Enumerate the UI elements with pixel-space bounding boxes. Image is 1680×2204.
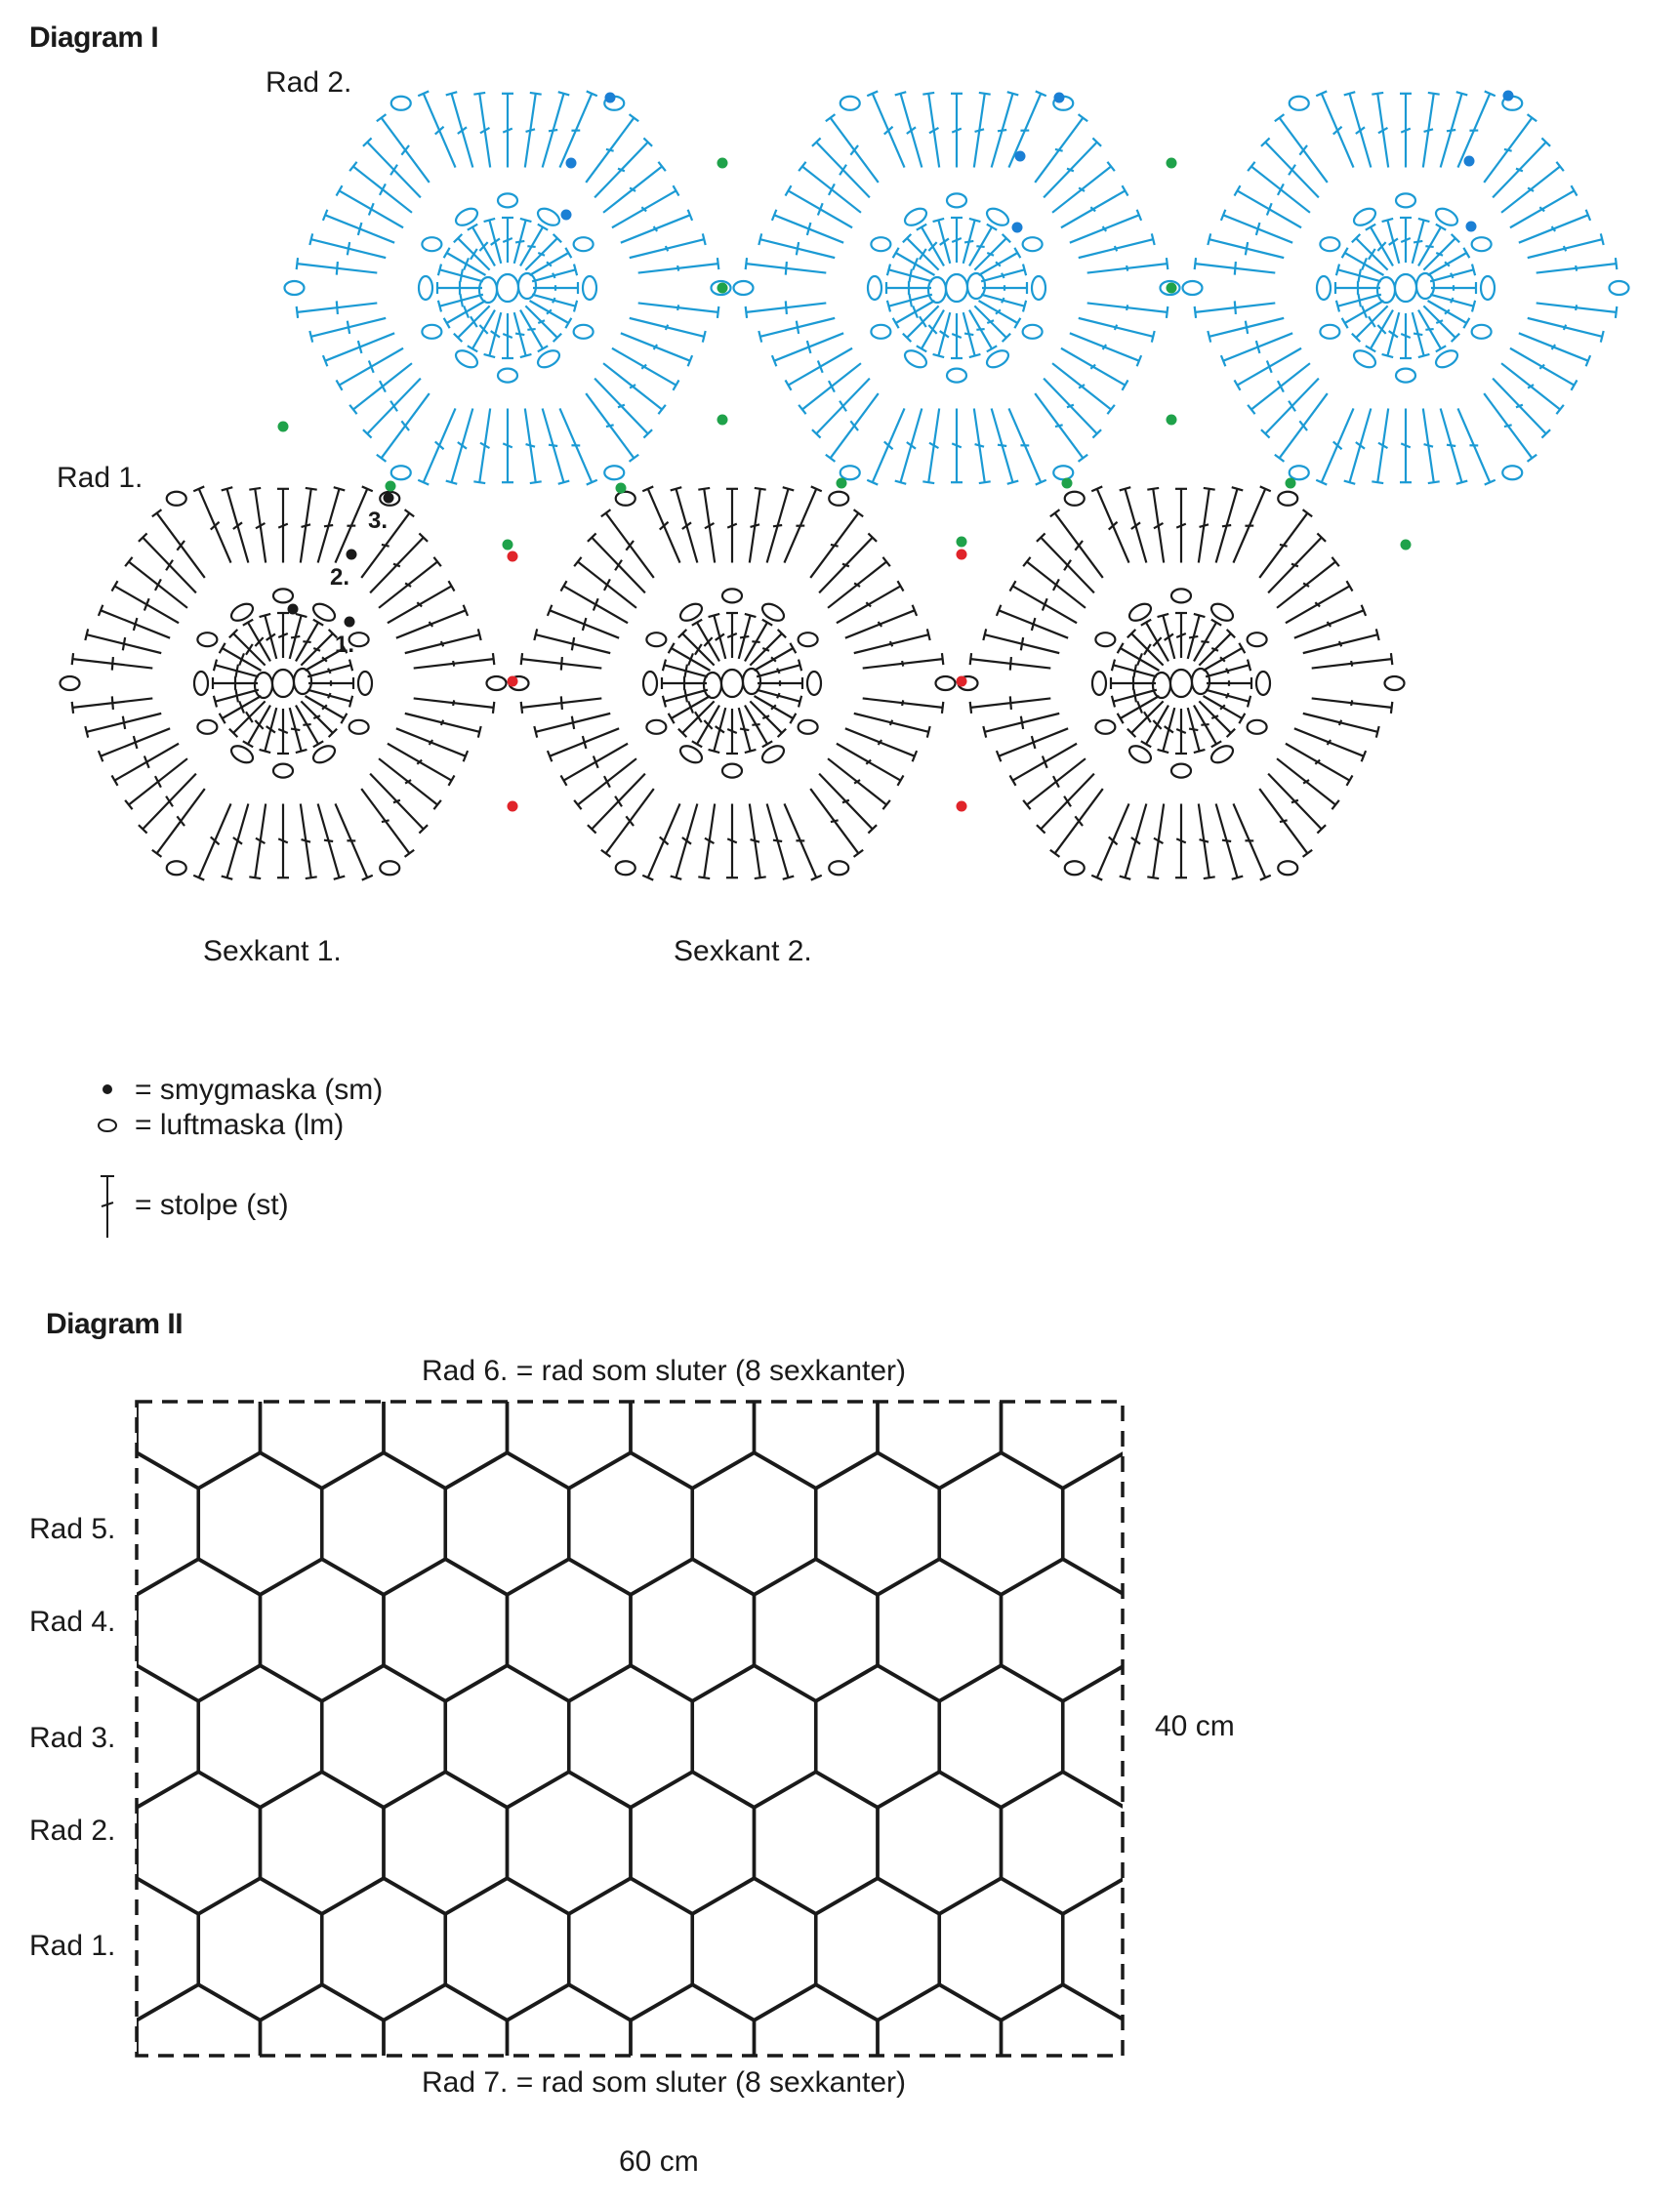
grid-hexagon <box>755 1559 879 1701</box>
chain-icon <box>391 466 411 479</box>
crochet-hexagon-r2-1 <box>285 91 731 484</box>
chain-icon <box>799 633 818 646</box>
chain-icon <box>574 325 594 339</box>
chain-icon <box>871 237 890 251</box>
round-number-3: 3. <box>368 508 389 534</box>
join-dot <box>1466 222 1477 232</box>
join-dot <box>1401 540 1412 551</box>
chain-icon <box>498 193 517 207</box>
grid-hexagon <box>1125 1559 1249 1701</box>
grid-hexagon <box>939 2091 1062 2204</box>
join-dot <box>616 483 627 494</box>
join-dot <box>957 801 967 812</box>
chain-icon <box>194 672 208 695</box>
chain-icon <box>487 676 507 690</box>
chain-icon <box>1023 325 1043 339</box>
join-dot <box>508 551 518 562</box>
chain-icon <box>1502 466 1522 479</box>
grid-hexagon <box>692 1665 815 1808</box>
join-dot <box>278 422 289 432</box>
join-dot <box>386 481 396 492</box>
grid-hexagon <box>322 2091 445 2204</box>
chain-icon <box>1290 466 1309 479</box>
grid-hexagon <box>445 1665 568 1808</box>
chain-icon <box>583 276 596 300</box>
grid-hexagon <box>384 1772 508 1914</box>
chain-icon <box>946 274 967 302</box>
chain-icon <box>1385 676 1405 690</box>
grid-hexagon <box>1125 1346 1249 1489</box>
chain-icon <box>936 676 956 690</box>
grid-hexagon <box>508 1559 632 1701</box>
grid-hexagon <box>1249 1346 1373 1489</box>
grid-hexagon <box>1002 1984 1126 2127</box>
grid-hexagon <box>692 2091 815 2204</box>
chain-icon <box>1092 672 1106 695</box>
join-dot <box>1015 151 1026 162</box>
chain-icon <box>721 670 743 697</box>
grid-hexagon <box>878 1984 1002 2127</box>
chain-icon <box>829 861 848 875</box>
grid-hexagon <box>692 1878 815 2020</box>
join-dot <box>345 617 355 628</box>
chain-icon <box>497 274 518 302</box>
chain-icon <box>422 325 441 339</box>
grid-hexagon <box>384 1559 508 1701</box>
grid-hexagon <box>1063 1452 1186 1595</box>
grid-hexagon <box>1310 1240 1433 1382</box>
grid-hexagon <box>261 1772 385 1914</box>
legend-text-st: = stolpe (st) <box>135 1189 289 1221</box>
grid-hexagon <box>755 1984 879 2127</box>
grid-hexagon <box>569 1665 692 1808</box>
join-dot <box>1012 223 1023 233</box>
grid-hexagon <box>1186 1452 1309 1595</box>
diagram1-title: Diagram I <box>29 21 159 54</box>
grid-hexagon <box>939 1665 1062 1808</box>
grid-hexagon <box>384 1984 508 2127</box>
grid-hexagon <box>569 1452 692 1595</box>
grid-hexagon <box>816 1878 939 2020</box>
chain-icon <box>1396 369 1415 383</box>
chain-icon <box>616 492 635 506</box>
join-dot <box>1286 478 1296 489</box>
chain-icon <box>391 97 411 110</box>
chain-icon <box>734 281 754 295</box>
chain-icon <box>1053 466 1073 479</box>
join-dot <box>1464 156 1475 167</box>
join-dot <box>1167 158 1177 169</box>
chain-icon <box>1171 764 1191 778</box>
join-dot <box>605 93 616 103</box>
chain-icon <box>871 325 890 339</box>
chain-icon <box>380 861 399 875</box>
grid-hexagon <box>14 1984 138 2127</box>
grid-hexagon <box>198 2091 321 2204</box>
grid-hexagon <box>878 1772 1002 1914</box>
grid-hexagon <box>137 1346 261 1489</box>
chain-icon <box>1278 861 1297 875</box>
chain-icon <box>1248 720 1267 734</box>
grid-hexagon <box>1186 1878 1309 2020</box>
grid-hexagon <box>1063 1240 1186 1382</box>
join-dot <box>503 540 513 551</box>
chain-icon <box>358 672 372 695</box>
chain-icon <box>422 237 441 251</box>
join-dot <box>837 478 847 489</box>
chain-icon <box>273 589 293 602</box>
chain-icon <box>272 670 294 697</box>
grid-hexagon <box>198 1665 321 1808</box>
grid-hexagon <box>445 1452 568 1595</box>
grid-hexagon <box>1002 1559 1126 1701</box>
grid-hexagon <box>1125 1772 1249 1914</box>
grid-hexagon <box>816 1665 939 1808</box>
join-dot <box>1167 283 1177 294</box>
round-number-1: 1. <box>335 632 355 658</box>
chain-icon <box>947 193 966 207</box>
grid-hexagon <box>137 1772 261 1914</box>
grid-hexagon <box>755 1772 879 1914</box>
diagram2-row5-label: Rad 5. <box>29 1513 116 1545</box>
diagram2-row4-label: Rad 4. <box>29 1606 116 1638</box>
grid-hexagon <box>1310 1878 1433 2020</box>
chain-icon <box>1032 276 1045 300</box>
grid-hexagon <box>631 1772 755 1914</box>
grid-hexagon <box>508 1772 632 1914</box>
chain-icon <box>1610 281 1629 295</box>
chain-icon <box>1320 325 1339 339</box>
grid-hexagon <box>1002 1772 1126 1914</box>
join-dot <box>1054 93 1065 103</box>
join-dot <box>508 676 518 687</box>
chain-icon <box>1278 492 1297 506</box>
chain-icon <box>829 492 848 506</box>
width-label: 60 cm <box>619 2145 699 2178</box>
chain-icon <box>1481 276 1495 300</box>
chain-icon <box>604 466 624 479</box>
grid-hexagon <box>198 1240 321 1382</box>
row1-label: Rad 1. <box>57 462 143 494</box>
grid-hexagon <box>939 1240 1062 1382</box>
chain-icon <box>840 466 860 479</box>
crochet-chart <box>0 0 1680 976</box>
join-dot <box>508 801 518 812</box>
chain-icon <box>197 720 217 734</box>
chain-icon <box>349 720 369 734</box>
hexagon2-label: Sexkant 2. <box>674 935 812 967</box>
grid-hexagon <box>1063 2091 1186 2204</box>
crochet-hexagon-r1-3 <box>959 486 1405 879</box>
chain-icon <box>349 633 369 646</box>
grid-hexagon <box>445 1878 568 2020</box>
grid-hexagon <box>631 1559 755 1701</box>
diagram2-row3-label: Rad 3. <box>29 1722 116 1754</box>
grid-hexagon <box>322 1878 445 2020</box>
grid-hexagon <box>878 1559 1002 1701</box>
chain-icon <box>1248 633 1267 646</box>
crochet-hexagon-r1-2 <box>510 486 956 879</box>
grid-hexagon <box>1310 1665 1433 1808</box>
grid-hexagon <box>816 2091 939 2204</box>
join-dot <box>1062 478 1073 489</box>
grid-hexagon <box>1002 1346 1126 1489</box>
grid-hexagon <box>631 1984 755 2127</box>
grid-hexagon <box>569 1878 692 2020</box>
legend-text-lm: = luftmaska (lm) <box>135 1109 345 1141</box>
crochet-hexagon-r2-2 <box>734 91 1180 484</box>
join-dot <box>384 493 394 504</box>
row2-label: Rad 2. <box>266 66 352 99</box>
chain-icon <box>273 764 293 778</box>
grid-hexagon <box>137 1559 261 1701</box>
chain-icon <box>1395 274 1416 302</box>
chain-icon <box>1183 281 1203 295</box>
chain-icon <box>1095 633 1115 646</box>
diagram2-row2-label: Rad 2. <box>29 1815 116 1847</box>
crochet-hexagon-r2-3 <box>1183 91 1629 484</box>
height-label: 40 cm <box>1155 1710 1235 1742</box>
grid-hexagon <box>261 1984 385 2127</box>
hexagon-row-1 <box>61 486 1405 879</box>
hexagon-row-2 <box>285 91 1629 484</box>
grid-hexagon <box>816 1452 939 1595</box>
chain-icon <box>1256 672 1270 695</box>
grid-hexagon <box>1125 1984 1249 2127</box>
dot-icon <box>102 1084 112 1094</box>
join-dot <box>957 537 967 548</box>
chain-icon <box>574 237 594 251</box>
grid-hexagon <box>692 1452 815 1595</box>
grid-hexagon <box>75 2091 198 2204</box>
chain-icon <box>1023 237 1043 251</box>
chain-icon <box>1472 237 1492 251</box>
chain-icon <box>840 97 860 110</box>
diagram2-title: Diagram II <box>46 1308 184 1340</box>
chain-icon <box>616 861 635 875</box>
chain-icon <box>1170 670 1192 697</box>
grid-hexagon <box>322 1452 445 1595</box>
grid-hexagon <box>198 1452 321 1595</box>
chain-icon <box>1317 276 1331 300</box>
grid-hexagon <box>1186 2091 1309 2204</box>
chain-icon <box>1396 193 1415 207</box>
chain-icon <box>947 369 966 383</box>
grid-border <box>137 1402 1123 2056</box>
grid-hexagon <box>1310 1452 1433 1595</box>
chain-icon <box>1065 861 1085 875</box>
hexagon1-label: Sexkant 1. <box>203 935 342 967</box>
grid-hexagon <box>198 1878 321 2020</box>
join-dot <box>717 283 728 294</box>
chain-icon <box>646 633 666 646</box>
join-dot <box>957 550 967 560</box>
grid-hexagon <box>1249 1772 1373 1914</box>
chain-icon <box>285 281 305 295</box>
join-dot <box>957 676 967 687</box>
chain-icon <box>1095 720 1115 734</box>
chain-icon <box>643 672 657 695</box>
join-dot <box>717 415 728 426</box>
grid-hexagon <box>1310 2091 1433 2204</box>
grid-hexagon <box>1249 1559 1373 1701</box>
grid-hexagon <box>1063 1878 1186 2020</box>
grid-hexagon <box>939 1878 1062 2020</box>
chain-icon <box>1290 97 1309 110</box>
grid-hexagon <box>261 1346 385 1489</box>
join-dot <box>566 158 577 169</box>
round-number-2: 2. <box>330 564 350 591</box>
join-dot <box>347 550 357 560</box>
chain-icon <box>807 672 821 695</box>
chain-icon <box>722 764 742 778</box>
stitch-icon <box>101 1176 114 1238</box>
chain-icon <box>419 276 432 300</box>
chain-icon <box>197 633 217 646</box>
oval-icon <box>99 1120 116 1131</box>
grid-hexagon <box>322 1665 445 1808</box>
chain-icon <box>868 276 881 300</box>
join-dot <box>288 604 299 615</box>
grid-hexagon <box>137 1984 261 2127</box>
join-dot <box>1503 91 1514 102</box>
join-dot <box>1167 415 1177 426</box>
grid-hexagon <box>939 1452 1062 1595</box>
top-row-label: Rad 6. = rad som sluter (8 sexkanter) <box>422 1355 907 1387</box>
grid-hexagon <box>1186 1240 1309 1382</box>
chain-icon <box>1171 589 1191 602</box>
chain-icon <box>1472 325 1492 339</box>
legend-text-sm: = smygmaska (sm) <box>135 1074 384 1106</box>
chain-icon <box>1320 237 1339 251</box>
join-dot <box>717 158 728 169</box>
join-dot <box>561 210 572 221</box>
grid-hexagon <box>445 2091 568 2204</box>
grid-hexagon <box>261 1559 385 1701</box>
chain-icon <box>722 589 742 602</box>
chain-icon <box>498 369 517 383</box>
chain-icon <box>1065 492 1085 506</box>
chain-icon <box>799 720 818 734</box>
grid-hexagon <box>1249 1984 1373 2127</box>
diagram2-row1-label: Rad 1. <box>29 1930 116 1962</box>
chain-icon <box>646 720 666 734</box>
grid-hexagon <box>14 1346 138 1489</box>
grid-hexagon <box>508 1984 632 2127</box>
bottom-row-label: Rad 7. = rad som sluter (8 sexkanter) <box>422 2066 907 2099</box>
